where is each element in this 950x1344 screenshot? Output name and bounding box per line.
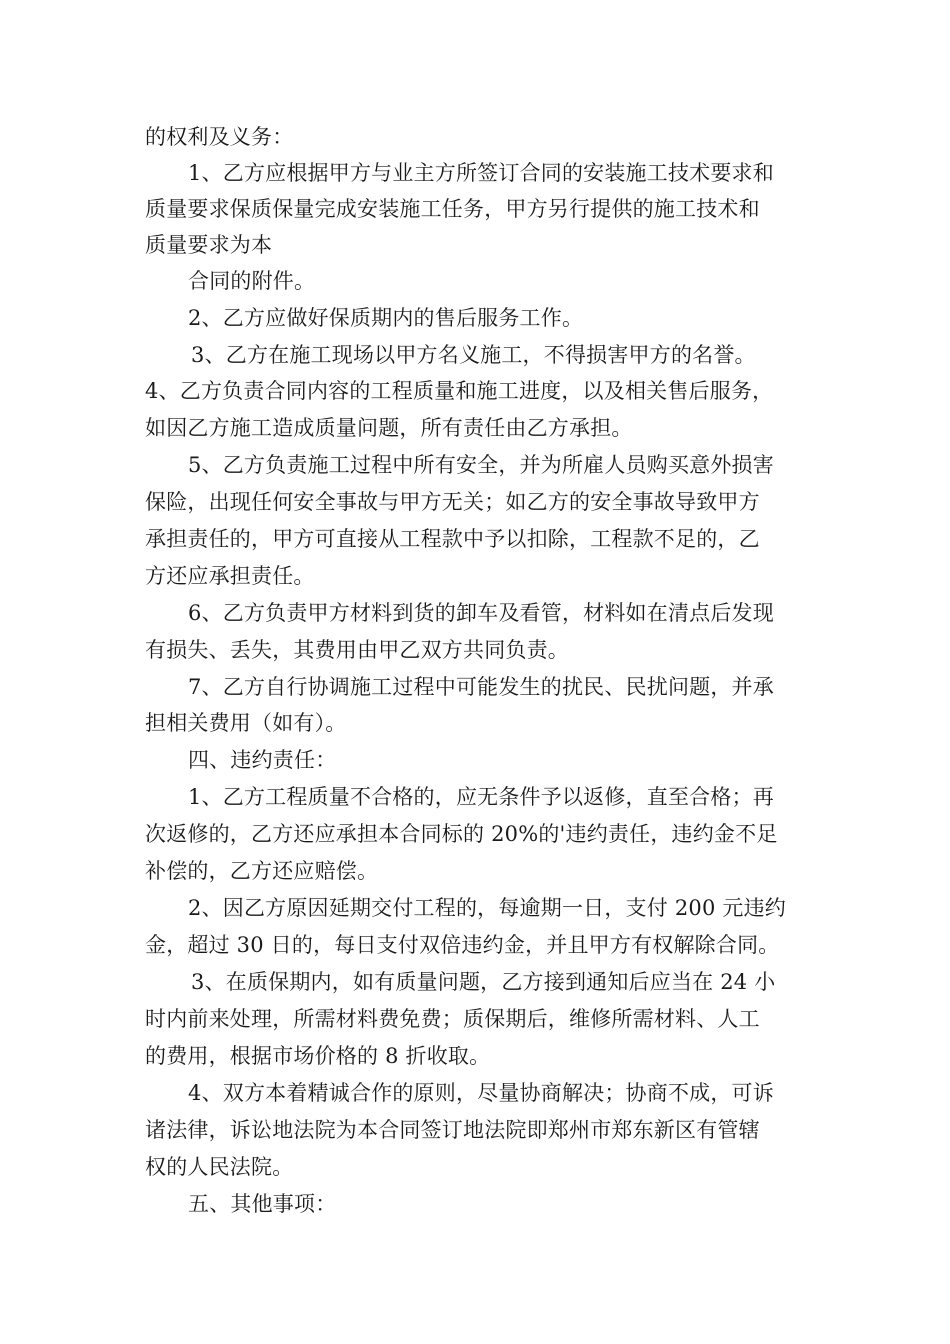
text-line: 2、乙方应做好保质期内的售后服务工作。 [188, 306, 584, 330]
text-line: 补偿的，乙方还应赔偿。 [145, 859, 379, 883]
text-line: 7、乙方自行协调施工过程中可能发生的扰民、民扰问题，并承 [188, 675, 774, 699]
text-line: 保险，出现任何安全事故与甲方无关；如乙方的安全事故导致甲方 [145, 490, 760, 514]
text-line: 的权利及义务： [145, 125, 294, 149]
text-line: 质量要求保质保量完成安装施工任务，甲方另行提供的施工技术和 [145, 197, 760, 221]
text-line: 金，超过 30 日的，每日支付双倍违约金，并且甲方有权解除合同。 [145, 933, 780, 957]
text-line: 时内前来处理，所需材料费免费；质保期后，维修所需材料、人工 [145, 1007, 760, 1031]
text-line: 4、双方本着精诚合作的原则，尽量协商解决；协商不成，可诉 [188, 1081, 774, 1105]
text-line: 的费用，根据市场价格的 8 折收取。 [145, 1044, 491, 1068]
section-heading: 四、违约责任： [188, 748, 337, 772]
text-line: 3、乙方在施工现场以甲方名义施工，不得损害甲方的名誉。 [191, 343, 756, 367]
text-line: 合同的附件。 [188, 269, 316, 293]
text-line: 1、乙方应根据甲方与业主方所签订合同的安装施工技术要求和 [188, 161, 774, 185]
text-line: 方还应承担责任。 [145, 564, 315, 588]
text-line: 承担责任的，甲方可直接从工程款中予以扣除，工程款不足的，乙 [145, 527, 760, 551]
text-line: 3、在质保期内，如有质量问题，乙方接到通知后应当在 24 小 [191, 970, 776, 994]
text-line: 次返修的，乙方还应承担本合同标的 20%的'违约责任，违约金不足 [145, 822, 778, 846]
text-line: 诸法律，诉讼地法院为本合同签订地法院即郑州市郑东新区有管辖 [145, 1118, 760, 1142]
text-line: 有损失、丢失，其费用由甲乙双方共同负责。 [145, 638, 569, 662]
text-line: 担相关费用（如有）。 [145, 711, 347, 735]
text-line: 6、乙方负责甲方材料到货的卸车及看管，材料如在清点后发现 [188, 601, 774, 625]
section-heading: 五、其他事项： [188, 1192, 337, 1216]
text-line: 5、乙方负责施工过程中所有安全，并为所雇人员购买意外损害 [188, 453, 774, 477]
text-line: 4、乙方负责合同内容的工程质量和施工进度，以及相关售后服务， [145, 379, 774, 403]
text-line: 权的人民法院。 [145, 1155, 294, 1179]
text-line: 1、乙方工程质量不合格的，应无条件予以返修，直至合格；再 [188, 785, 774, 809]
text-line: 2、因乙方原因延期交付工程的，每逾期一日，支付 200 元违约 [188, 896, 786, 920]
text-line: 质量要求为本 [145, 233, 273, 257]
text-line: 如因乙方施工造成质量问题，所有责任由乙方承担。 [145, 416, 633, 440]
